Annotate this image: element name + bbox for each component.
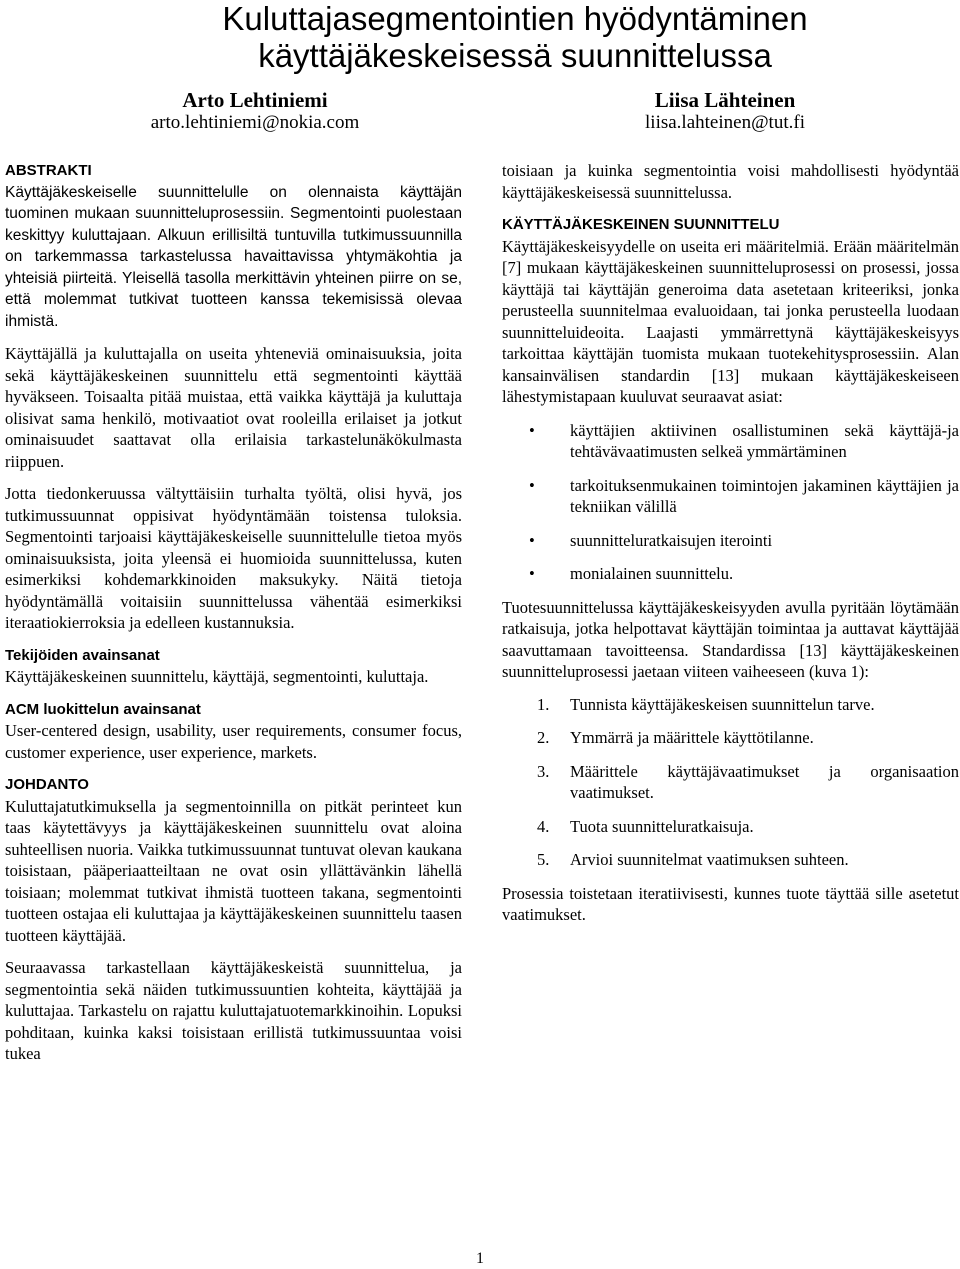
step-text: Tuota suunnitteluratkaisuja. bbox=[570, 816, 754, 836]
body-paragraph: Käyttäjäkeskeisyydelle on useita eri määritelmiä. Erään määritelmän [7] mukaan käyttäjäkeskeinen suunnitteluprosessi on prosessi, jossa käyttäjä tai käyttäjän generoima data asetetaan kriteeriksi, jonka perusteella suunnitelmaa evaluoidaan, tai jonka perusteella luodaan suunnitteluideoita. Laajasti ymmärrettynä käyttäjäkeskeisyys tarkoittaa käyttäjän tuomista mukaan tuotekehitysprosessiin. Alan kansainvälisen standardin [13] mukaan käyttäjäkeskeiseen lähestymistapaan kuuluvat seuraavat asiat: bbox=[502, 236, 959, 406]
body-paragraph: Käyttäjällä ja kuluttajalla on useita yhteneviä ominaisuuksia, joita sekä käyttäjäkeskeinen suunnittelu että segmentointi käyttää hyväkseen. Toisaalta pitää muistaa, että vaikka käyttäjä ja kuluttaja olisivat sama henkilö, motivaatiot ovat rooleilla erilaiset ja jotkut ominaisuudet saattavat olla erilaisia tarkastelunäkökulmasta riippuen. bbox=[5, 344, 462, 471]
step-number: 2. bbox=[537, 728, 550, 747]
body-paragraph: Seuraavassa tarkastellaan käyttäjäkeskeistä suunnittelua, ja segmentointia sekä näiden tutkimussuuntien kohteita, käyttäjää ja kuluttajaa. Tarkastelu on rajattu kuluttajatuotemarkkinoihin. Lopuksi pohditaan, kuinka kaksi toisistaan erillistä tutkimussuuntaa voisi tukea bbox=[5, 958, 462, 1063]
step-text: Määrittele käyttäjävaatimukset ja organisaation vaatimukset. bbox=[570, 761, 959, 802]
body-paragraph: Jotta tiedonkeruussa vältyttäisiin turhalta työltä, olisi hyvä, jos tutkimussuunnat oppisivat hyödyntämään toistensa tuloksia. Segmentointi tarjoaisi käyttäjäkeskeiselle suunnittelulle tietoa myös ominaisuuksista, joita yleensä ei huomioida suunnittelussa, kuten esimerkiksi kohdemarkkinoiden maksukyky. Näitä tietoja hyödyntämällä voitaisiin suunnittelussa vähentää esimerkiksi iteraatiokierroksia ja edelleen kustannuksia. bbox=[5, 484, 462, 632]
intro-heading: JOHDANTO bbox=[5, 776, 89, 793]
abstract-heading: ABSTRAKTI bbox=[5, 162, 92, 179]
left-column bbox=[5, 160, 462, 1076]
list-item: • suunnitteluratkaisujen iterointi bbox=[502, 530, 959, 552]
section-heading: KÄYTTÄJÄKESKEINEN SUUNNITTELU bbox=[502, 216, 780, 233]
body-paragraph: Prosessia toistetaan iteratiivisesti, kunnes tuote täyttää sille asetetut vaatimukset. bbox=[502, 883, 959, 924]
step-number: 4. bbox=[537, 816, 550, 836]
step-number: 3. bbox=[537, 761, 550, 781]
step-text: Arvioi suunnitelmat vaatimuksen suhteen. bbox=[570, 850, 849, 869]
keywords-heading: Tekijöiden avainsanat bbox=[5, 646, 160, 664]
body-paragraph: Kuluttajatutkimuksella ja segmentoinnilla on pitkät perinteet kun taas käytettävyys ja käyttäjäkeskeinen suunnittelu ovat aloina suhteellisen nuoria. Vaikka tutkimussuunnat tuntuvat olevan kaukana toisistaan, pääperiaatteiltaan ne ovat osin yllättävänkin lähellä toisiaan; molemmat tutkivat ihmistä tuotteen takana, segmentointi tuotteen ostajaa eli kuluttajaa ja käyttäjäkeskeinen suunnittelu taasen tuotteen käyttäjää. bbox=[5, 796, 462, 945]
paper-title bbox=[0, 0, 960, 74]
list-item bbox=[502, 849, 959, 871]
body-paragraph: toisiaan ja kuinka segmentointia voisi mahdollisesti hyödyntää käyttäjäkeskeisessä suunnittelussa. bbox=[502, 161, 959, 202]
step-number: 5. bbox=[537, 850, 550, 869]
step-text: Ymmärrä ja määrittele käyttötilanne. bbox=[570, 728, 814, 747]
approach-list bbox=[502, 420, 959, 585]
author-block-2 bbox=[610, 88, 840, 134]
list-item: • monialainen suunnittelu. bbox=[502, 563, 959, 585]
list-item bbox=[502, 761, 959, 804]
list-item: • tarkoituksenmukainen toimintojen jakaminen käyttäjien ja tekniikan välillä bbox=[502, 475, 959, 518]
author-name: Arto Lehtiniemi bbox=[182, 88, 328, 112]
list-item bbox=[502, 727, 959, 749]
author-block-1 bbox=[120, 88, 390, 134]
process-steps-list bbox=[502, 694, 959, 871]
right-column bbox=[502, 160, 959, 937]
author-email: arto.lehtiniemi@nokia.com bbox=[150, 112, 360, 133]
list-item bbox=[502, 816, 959, 838]
author-name: Liisa Lähteinen bbox=[654, 88, 796, 112]
body-paragraph: Tuotesuunnittelussa käyttäjäkeskeisyyden avulla pyritään löytämään ratkaisuja, jotka helpottavat käyttäjän toimintaa ja auttavat käyttäjää saavuttamaan tavoitteensa. Standardissa [13] käyttäjäkeskeinen suunnitteluprosessi jaetaan viiteen vaiheeseen (kuva 1): bbox=[502, 597, 959, 681]
keywords-text: Käyttäjäkeskeinen suunnittelu, käyttäjä, segmentointi, kuluttaja. bbox=[5, 667, 429, 686]
page-number: 1 bbox=[476, 1250, 484, 1267]
acm-heading: ACM luokittelun avainsanat bbox=[5, 700, 201, 718]
step-number: 1. bbox=[537, 694, 550, 714]
list-item bbox=[502, 694, 959, 716]
title-line-2: käyttäjäkeskeisessä suunnittelussa bbox=[258, 37, 772, 74]
step-text: Tunnista käyttäjäkeskeisen suunnittelun tarve. bbox=[570, 694, 875, 714]
title-line-1: Kuluttajasegmentointien hyödyntäminen bbox=[222, 0, 808, 37]
acm-text: User-centered design, usability, user requirements, consumer focus, customer experience, user experience, markets. bbox=[5, 721, 462, 762]
list-item: • käyttäjien aktiivinen osallistuminen sekä käyttäjä-ja tehtävävaatimusten selkeä ymmärtäminen bbox=[502, 420, 959, 463]
author-email: liisa.lahteinen@tut.fi bbox=[645, 112, 805, 133]
abstract-paragraph: Käyttäjäkeskeiselle suunnittelulle on olennaista käyttäjän tuominen mukaan suunnitteluprosessiin. Segmentointi puolestaan keskittyy kuluttajaan. Alkuun erillisiltä tuntuvilla tutkimussuunnilla on tarkemmassa tarkastelussa havaittavissa yhtymäkohtia ja yhteisiä piirteitä. Yleisellä tasolla merkittävin yhteinen piirre on se, että molemmat tutkivat tuotteen kanssa tekemisissä olevaa ihmistä. bbox=[5, 183, 462, 330]
